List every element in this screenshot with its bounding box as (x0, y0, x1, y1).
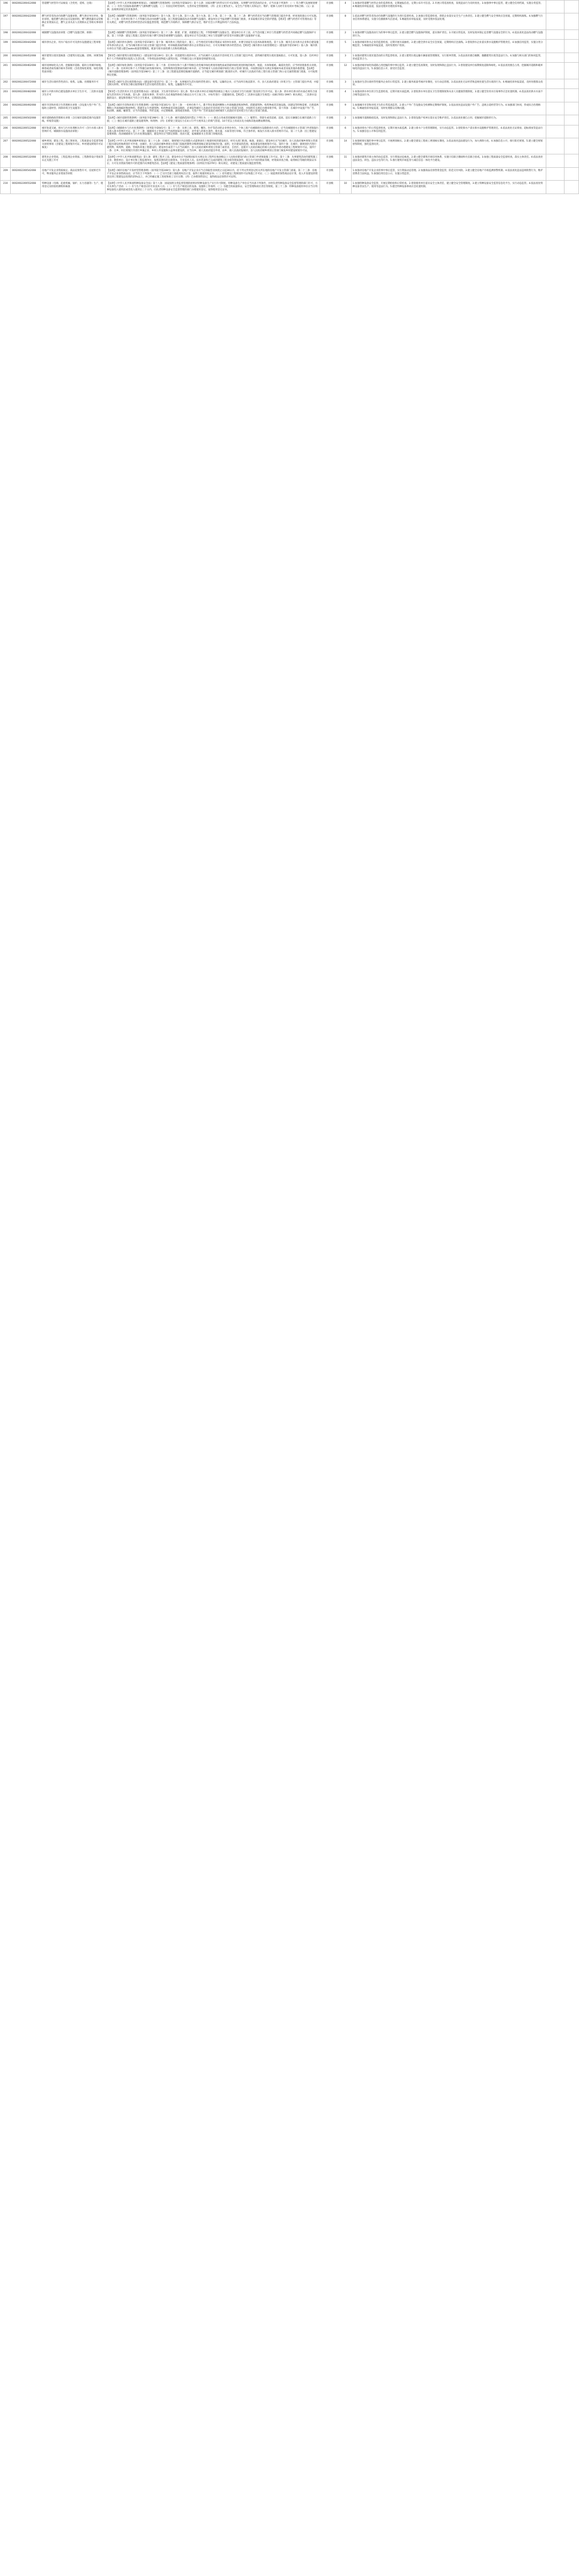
remark (546, 138, 565, 154)
supervision-measures: 1.依法对燃气经营者改动市政燃气设施的行为进行监督检查。2.加强日常监督检查，督促企业落实安全生产主体责任。3.建立健全燃气安全事故应急预案，定期组织演练。4.加强燃气行业信用体系建设，实施守信激励和失信惩戒。5.畅通投诉举报渠道，及时受理并依法处理。 (351, 13, 546, 29)
item-count: 3 (339, 53, 351, 63)
item-count: 4 (339, 1, 351, 13)
legal-basis: 【法规】《城镇排水与污水处理条例》（国务院令第641号）第二十一条：从事工业、建筑、餐饮、医疗等活动的企业事业单位、个体工商户向城镇排水设施排放污水的，应当向城镇排水主管部门申请领取污水排入排水管网许可证。第二十二条：城镇排水主管部门应当按照国家有关规定，对申请人的排水条件、排水量、水质等进行审核，符合条件的，核发污水排入排水管网许可证。第二十九条：因工程建设需要拆除、改动城镇排水与污水处理设施的，建设单位应当制定拆除、改动方案，报城镇排水主管部门审核同意。 (106, 125, 320, 138)
item-name: 城市建筑垃圾处置核准（含建筑垃圾运输、消纳、回填等核准） (41, 53, 106, 63)
item-code: 0002002200512008 (11, 125, 41, 138)
row-index: 196 (1, 1, 11, 13)
implementation-level: 市县级 (320, 29, 339, 40)
row-index: 199 (1, 40, 11, 53)
table-row (1, 167, 579, 180)
legal-basis: 【法律】《中华人民共和国城乡规划法》第三十七条：在城市、镇规划区内以划拨方式提供国有土地使用权的建设项目，经有关部门批准、核准、备案后，建设单位应当向城市、县人民政府城乡规划主管部门提出建设用地规划许可申请，由城市、县人民政府城乡规划主管部门依据控制性详细规划核定建设用地的位置、面积、允许建设的范围，核发建设用地规划许可证。第四十条：在城市、镇规划区内进行建筑物、构筑物、道路、管线和其他工程建设的，建设单位或者个人应当向城市、县人民政府城乡规划主管部门或者省、自治区、直辖市人民政府确定的镇人民政府申请办理建设工程规划许可证。第四十一条：在乡、村庄规划区内进行乡镇企业、乡村公共设施和公益事业建设的，应当向乡、镇人民政府提出申请，由乡、镇人民政府报城市、县人民政府城乡规划主管部门核发乡村建设规划许可证。 (106, 138, 320, 154)
legal-basis: 【法规】《城镇燃气管理条例》（国务院令第583号）第三十三条：新建、扩建、改建建设工程，不得影响燃气设施安全。建设单位在开工前，应当会同施工单位与管道燃气经营者共同确定燃气设施保护方案。第三十四条：建设工程施工范围内有地下燃气管线等重要燃气设施的，建设单位应当会同施工单位与管道燃气经营者共同制定燃气设施保护方案。 (106, 29, 320, 40)
item-name: 城市轨道交通、排水与污水处理相关许可（含污水排入排水管网许可、城镇排水设施改动审批） (41, 125, 106, 138)
item-count: 10 (339, 181, 351, 194)
supervision-measures: 1.加强特种设备安全监察，开展定期检验和日常检查。2.督促使用单位落实安全主体责任，建立健全安全管理制度。3.建立特种设备安全监管信息化平台，实行动态监管。4.依法查处特种设备非法生产、使用等违法行为。5.健全特种设备事故应急处置机制。 (351, 181, 546, 194)
category (565, 1, 579, 13)
implementation-level: 市县级 (320, 53, 339, 63)
row-index: 203 (1, 89, 11, 102)
legal-basis: 【法规】《城镇燃气管理条例》（国务院令第583号）第十六条、第十七条、第十八条、第十九条、第二十条、第二十一条、第二十二条：燃气经营者应当向燃气管理部门提出申请，经审查批准后方可实施。第二十七条：任何单位和个人不得擅自改动市政燃气设施。因工程建设确需改动市政燃气设施的，建设单位应当报请燃气管理部门批准，并采取相应的安全防护措施。【规章】《燃气经营许可管理办法》等有关规定，对燃气经营者的经营活动实施监督管理，规范燃气市场秩序，保障燃气供应安全，维护社会公共利益和用户合法权益。 (106, 13, 320, 29)
legal-basis: 【法规】《城市市容和环境卫生管理条例》（国务院令第101号）第十三条：一切单位和个人，都不得在街道两侧和公共场地随意堆放物料、搭建建筑物、构筑物或者其他设施。因建设等特殊需要，在街道两侧和公共场地临时堆放物料、搭建非永久性建筑物、构筑物或者其他设施的，必须征得城市人民政府市容环境卫生行政主管部门同意，并按照有关规定办理审批手续。第十四条：在城市中设置户外广告、标语牌、画廊、橱窗等，应当内容健康、外形美观，并定期维修、油饰或者拆除。大型户外广告的设置必须经城市人民政府市容环境卫生行政主管部门批准。 (106, 102, 320, 115)
remark (546, 13, 565, 29)
row-index: 201 (1, 63, 11, 79)
remark (546, 102, 565, 115)
legal-basis: 【规章】《生活饮用水卫生监督管理办法》（建设部、卫生部令第53号）第七条：集中式供水单位必须取得县级以上地方人民政府卫生行政部门签发的卫生许可证。第八条：供水单位供水的水质必须符合国家生活饮用水卫生标准。第九条：直接从事供、管水的人员必须取得体检合格证后方可上岗工作，并每年进行一次健康检查。【规章】《二次供水设施卫生规范》（GB17051-1997）相关规定，二次供水设施的设计、建设和管理应当符合卫生要求，定期清洗消毒。 (106, 89, 320, 102)
category (565, 138, 579, 154)
legal-basis: 【规章】《城市建筑垃圾管理规定》（建设部令第139号）第七条：处置建筑垃圾的单位，应当向城市人民政府市容环境卫生主管部门提出申请，获得城市建筑垃圾处置核准后，方可处置。第八条：任何单位和个人不得将建筑垃圾混入生活垃圾，不得将危险废物混入建筑垃圾，不得擅自设立弃置场受纳建筑垃圾。 (106, 53, 320, 63)
item-name: 特种设备（电梯、起重机械、锅炉、压力容器等）生产、使用登记及检验检测机构核准 (41, 181, 106, 194)
row-index: 202 (1, 79, 11, 89)
category (565, 167, 579, 180)
item-code: 0002002200422008 (11, 13, 41, 29)
item-code: 0002002200462008 (11, 63, 41, 79)
category (565, 125, 579, 138)
remark (546, 1, 565, 13)
remark (546, 115, 565, 125)
implementation-level: 市县级 (320, 40, 339, 53)
table-row (1, 138, 579, 154)
item-count: 5 (339, 40, 351, 53)
category (565, 79, 579, 89)
supervision-measures: 1.加强对城市供水企业的监督检查，定期开展水质抽检。2.建立健全供水安全应急预案，定期组织应急演练。3.督促供水企业落实供水设施维护管理责任。4.加强信用监管，实施分类分级监管。5.畅通投诉举报渠道，及时处理用户投诉。 (351, 40, 546, 53)
implementation-level: 市县级 (320, 125, 339, 138)
item-code: 0002002200482008 (11, 89, 41, 102)
item-count: 3 (339, 79, 351, 89)
category (565, 13, 579, 29)
implementation-level: 市县级 (320, 181, 339, 194)
item-name: 城市园林绿化及占用、挖掘城市道路、临时占用城市绿地、修剪或者砍伐城市树木等审批（含改变绿化规划、绿化用地性质审批） (41, 63, 106, 79)
category (565, 29, 579, 40)
item-count: 11 (339, 154, 351, 167)
table-row (1, 115, 579, 125)
row-index: 205 (1, 115, 11, 125)
table-row (1, 181, 579, 194)
item-name: 城乡规划、建设工程、施工图审查、工程质量安全监督等相关审批事项（含建设工程规划许可证、乡村建设规划许可证核发） (41, 138, 106, 154)
item-code: 0002002200472008 (11, 79, 41, 89)
supervision-measures: 1.加强城市市容和环境卫生的日常巡查监管。2.建立户外广告设施安全检测和定期维护制度。3.依法查处违法设置户外广告、违规占道经营等行为。4.加强部门协同，形成综合治理格局。5.畅通投诉举报渠道，及时处理群众反映问题。 (351, 102, 546, 115)
supervision-measures: 1.加强对燃气设施改动行为的事中事后监管。2.建立健全燃气设施保护制度，落实保护责任。3.开展日常巡查，及时发现并制止危害燃气设施安全的行为。4.依法查处违法改动燃气设施的行为。 (351, 29, 546, 40)
table-row (1, 154, 579, 167)
legal-basis: 【法规】《城市供水条例》（国务院令第158号）第十条：城市供水工程的设计、施工，应当委托持有相应资质证书的单位承担，并遵守国家有关技术标准和规范。第十五条：城市自来水供水企业和自建设施对外供水的企业，应当向城市供水行政主管部门提出申请，经审核批准取得城市供水企业资质证书后，方可从事城市供水经营活动。【规章】《城市供水水质管理规定》（建设部令第156号）第八条：城市供水单位应当建立健全water质量管理制度，配备专职水质检测人员和检测设备。 (106, 40, 320, 53)
legal-basis: 【法规】《城市道路管理条例》（国务院令第198号）第二十七条：城市道路范围内禁止下列行为：（一）擅自占用或者挖掘城市道路；（二）履带车、铁轮车或者超重、超高、超长车辆擅自在城市道路上行驶；（三）擅自在城市道路上建设建筑物、构筑物；（四）在桥梁上架设压力在4公斤/平方厘米以上的煤气管道、10千伏以上的高压电力线和其他易燃易爆管线。 (106, 115, 320, 125)
table-body (1, 1, 579, 194)
row-index: 198 (1, 29, 11, 40)
item-name: 城市公共供水和自建设施供水单位卫生许可、二次供水设施卫生许可 (41, 89, 106, 102)
supervision-measures: 1.加强对供水单位的卫生监督检查，定期开展水质监测。2.督促供水单位落实卫生管理制度和从业人员健康管理制度。3.建立健全饮用水污染事件应急处置机制。4.依法查处供水水质不合格等违法行为。 (351, 89, 546, 102)
item-count: 12 (339, 63, 351, 79)
remark (546, 53, 565, 63)
implementation-level: 市县级 (320, 167, 339, 180)
category (565, 53, 579, 63)
item-count: 4 (339, 89, 351, 102)
implementation-level: 市县级 (320, 79, 339, 89)
permit-list-table (0, 0, 579, 194)
item-code: 0002002200432008 (11, 29, 41, 40)
table-row (1, 53, 579, 63)
item-code: 0002002200442008 (11, 40, 41, 53)
category (565, 63, 579, 79)
item-name: 建筑业企业资质、工程监理企业资质、工程勘察设计资质等认定及施工许可 (41, 154, 106, 167)
item-count: 9 (339, 102, 351, 115)
legal-basis: 【法律】《中华人民共和国建筑法》第七条：建筑工程开工前，建设单位应当按照国家有关规定向工程所在地县级以上人民政府建设行政主管部门申请领取施工许可证。第十三条：从事建筑活动的建筑施工企业、勘察单位、设计单位和工程监理单位，按照其拥有的注册资本、专业技术人员、技术装备和已完成的建筑工程业绩等资质条件，划分为不同的资质等级，经资质审查合格，取得相应等级的资质证书后，方可在其资质等级许可的范围内从事建筑活动。【法规】《建设工程质量管理条例》（国务院令第279号）相关规定，对建设工程质量实施监督管理。 (106, 154, 320, 167)
table-row (1, 125, 579, 138)
supervision-measures: 1.加强对排水户的日常监督检查，定期开展水质监测。2.建立排水户分类管理制度，实行动态监管。3.督促排水户落实排水设施维护管理责任。4.依法查处无证排放、超标排放等违法行为。5.加强信息公开和信用监管。 (351, 125, 546, 138)
legal-basis: 【法规】《城市房地产开发经营管理条例》（国务院令第248号）第九条：房地产开发企业应当自领取营业执照之日起30日内，持下列文件到登记机关所在地的房地产开发主管部门备案。第二十三条：房地产开发企业预售商品房，应当符合下列条件：（一）已交付全部土地使用权出让金，取得土地使用权证书；（二）持有建设工程规划许可证和施工许可证；（三）按提供的预售商品房计算，投入开发建设的资金达到工程建设总投资的25%以上，并已经确定施工进度和竣工交付日期；（四）已办理预售登记，取得商品房预售许可证明。 (106, 167, 320, 180)
row-index: 209 (1, 167, 11, 180)
item-code: 0002002200542008 (11, 167, 41, 180)
item-name: 管道燃气经营许可证核发（含变更、延续、注销） (41, 1, 106, 13)
supervision-measures: 1.加强规划实施的事中事后监管，开展规划核实。2.建立健全建设工程竣工规划核实制度。3.依法查处违法建设行为，加大拆除力度。4.加强信息公开，推行阳光规划。5.建立健全规划督察制度，强化监督问责。 (351, 138, 546, 154)
table-row (1, 89, 579, 102)
remark (546, 29, 565, 40)
supervision-measures: 1.加强对建筑垃圾处置活动的日常监督检查。2.建立建筑垃圾运输车辆备案管理制度，实行联单管理。3.依法查处擅自倾倒、抛撒建筑垃圾等违法行为。4.加强与相关部门的协同监管，形成监管合力。 (351, 53, 546, 63)
item-code: 0002002200452008 (11, 53, 41, 63)
item-name: 燃气经营者改动市政燃气设施审批、燃气供应单位停业、歇业审批、瓶装燃气供应站点设置审批、燃气燃烧器具安装维修企业资质认定、燃气企业从业人员资格认定等相关事项审批 (41, 13, 106, 29)
category (565, 89, 579, 102)
category (565, 102, 579, 115)
legal-basis: 【法规】《城市绿化条例》（国务院令第100号）第二十条：任何单位和个人都不得擅自改变城市绿化规划用地性质或者破坏绿化规划用地的地形、地貌、水体和植被。确需改变的，应当经原批准机关审批。第二十一条：任何单位和个人不得擅自砍伐城市树木。因特殊情况需要砍伐城市树木的，应当经城市人民政府城市绿化行政主管部门批准，并按照国家有关规定补植树木或者采取其他补救措施。【法规】《城市道路管理条例》（国务院令第198号）第三十三条：因工程建设需要挖掘城市道路的，应当提交城市规划部门批准的文件，经城市人民政府市政工程行政主管部门和公安交通管理部门批准，方可按照规定挖掘。 (106, 63, 320, 79)
implementation-level: 市县级 (320, 102, 339, 115)
implementation-level: 市县级 (320, 138, 339, 154)
item-count: 14 (339, 138, 351, 154)
implementation-level: 市县级 (320, 1, 339, 13)
supervision-measures: 1.加强对生活垃圾经营性服务企业的日常监管。2.建立服务质量考核评价制度，实行动态管理。3.依法查处无证经营和违规处置生活垃圾的行为。4.畅通投诉举报渠道，及时处理群众投诉。 (351, 79, 546, 89)
item-name: 房地产开发企业资质核定、商品房预售许可、房屋拆迁许可、物业服务企业资质等审批 (41, 167, 106, 180)
legal-basis: 【法律】《中华人民共和国城乡规划法》、《城镇燃气管理条例》（国务院令第583号）第十五条：国家对燃气经营实行许可证制度。从事燃气经营活动的企业，应当具备下列条件：（一）符合燃气发展规划要求；（二）有符合国家标准的燃气气源和燃气设施；（三）有固定的经营场所、完善的安全管理制度；（四）企业主要负责人、安全生产管理人员和运行、维护、抢修人员经专业培训并考核合格；（五）法律、法规规章规定的其他条件。 (106, 1, 320, 13)
table-row (1, 1, 579, 13)
row-index: 206 (1, 125, 11, 138)
item-code: 0002002200492008 (11, 102, 41, 115)
row-index: 210 (1, 181, 11, 194)
supervision-measures: 1.加强对管道燃气经营企业的监督检查，定期通报信息，定期公布许可信息。2.开展日常巡查检查，发现违法行为及时查处。3.加强事中事后监管，建立健全信用档案，实施分类监管。4.畅通投诉举报渠道，依法受理并处理投诉举报。 (351, 1, 546, 13)
remark (546, 181, 565, 194)
item-name: 城市道路路政管理相关审批（含在城市道路范围内设置管线、杆线等设施） (41, 115, 106, 125)
table-row (1, 40, 579, 53)
implementation-level: 市县级 (320, 154, 339, 167)
item-name: 城镇燃气设施改动审批（含燃气设施迁移、拆除） (41, 29, 106, 40)
item-count: 7 (339, 167, 351, 180)
category (565, 115, 579, 125)
remark (546, 154, 565, 167)
item-count: 2 (339, 115, 351, 125)
legal-basis: 【规章】《城市生活垃圾管理办法》（建设部令第157号）第二十一条：从事城市生活垃圾经营性清扫、收集、运输的企业，应当向所在地直辖市、市、县人民政府建设（环境卫生）主管部门提出申请，并提交相关材料，经审查合格后取得城市生活垃圾经营性清扫、收集、运输服务许可证。 (106, 79, 320, 89)
implementation-level: 市县级 (320, 89, 339, 102)
table-row (1, 102, 579, 115)
category (565, 154, 579, 167)
row-index: 207 (1, 138, 11, 154)
remark (546, 125, 565, 138)
legal-basis: 【法律】《中华人民共和国特种设备安全法》第十八条：国家按照分类监督管理的原则对特种设备生产实行许可制度。特种设备生产单位应当具备下列条件，并经负责特种设备安全监督管理的部门许可，方可从事生产活动：（一）有与生产相适应的专业技术人员；（二）有与生产相适应的设备、设施和工作场所；（三）有健全的质量保证、安全管理和岗位责任等制度。第三十三条：特种设备使用单位应当在特种设备投入使用前或者投入使用后三十日内，向负责特种设备安全监督管理的部门办理使用登记，取得使用登记证书。 (106, 181, 320, 194)
supervision-measures: 1.加强对房地产开发企业的事中事后监管，实行资质动态管理。2.加强商品房预售资金监管，防范交付风险。3.建立健全房地产市场监测预警机制。4.依法查处违法违规销售行为，维护消费者合法权益。5.加强信用信息公示，实施分类监管。 (351, 167, 546, 180)
item-count: 8 (339, 13, 351, 29)
row-index: 200 (1, 53, 11, 63)
item-code: 0002002200522008 (11, 138, 41, 154)
item-code: 0002002200532008 (11, 154, 41, 167)
implementation-level: 市县级 (320, 63, 339, 79)
row-index: 197 (1, 13, 11, 29)
remark (546, 63, 565, 79)
item-count: 2 (339, 29, 351, 40)
item-count: 6 (339, 125, 351, 138)
item-name: 城市生活垃圾经营性清扫、收集、运输、处理服务许可 (41, 79, 106, 89)
remark (546, 79, 565, 89)
remark (546, 167, 565, 180)
implementation-level: 市县级 (320, 115, 339, 125)
item-code: 0002002200412008 (11, 1, 41, 13)
category (565, 181, 579, 194)
supervision-measures: 1.加强城市道路路政巡查，及时发现和制止违法行为。2.督促设施产权单位落实安全维护责任。3.依法查处擅自占用、挖掘城市道路的行为。 (351, 115, 546, 125)
remark (546, 89, 565, 102)
item-code: 0002002200502008 (11, 115, 41, 125)
table-row (1, 79, 579, 89)
table-row (1, 63, 579, 79)
supervision-measures: 1.加强对建筑市场主体的动态监管，实行资质动态核查。2.建立健全建筑市场信用体系，实施守信联合激励和失信联合惩戒。3.加强工程质量安全监督检查，落实主体责任。4.依法查处违法发包、转包、违法分包等行为。5.推行建筑市场监管与诚信信息一体化平台建设。 (351, 154, 546, 167)
table-row (1, 29, 579, 40)
row-index: 208 (1, 154, 11, 167)
supervision-measures: 1.加强对城市绿化和道路占用挖掘的事中事后监管。2.建立健全巡查制度，及时发现和制止违法行为。3.督促建设单位按期恢复道路和绿化。4.依法查处擅自占用、挖掘城市道路和破坏绿化的违法行为。5.加强信息公开，接受社会监督。 (351, 63, 546, 79)
item-code: 0002002200552008 (11, 181, 41, 194)
category (565, 40, 579, 53)
implementation-level: 市县级 (320, 13, 339, 29)
row-index: 204 (1, 102, 11, 115)
remark (546, 40, 565, 53)
table-row (1, 13, 579, 29)
item-name: 城市供水企业、用水户取水许可及供水设施建设工程审批 (41, 40, 106, 53)
item-name: 城市市容和环境卫生管理相关审批（含设置大型户外广告、临时占道经营、拆除环境卫生设施等） (41, 102, 106, 115)
